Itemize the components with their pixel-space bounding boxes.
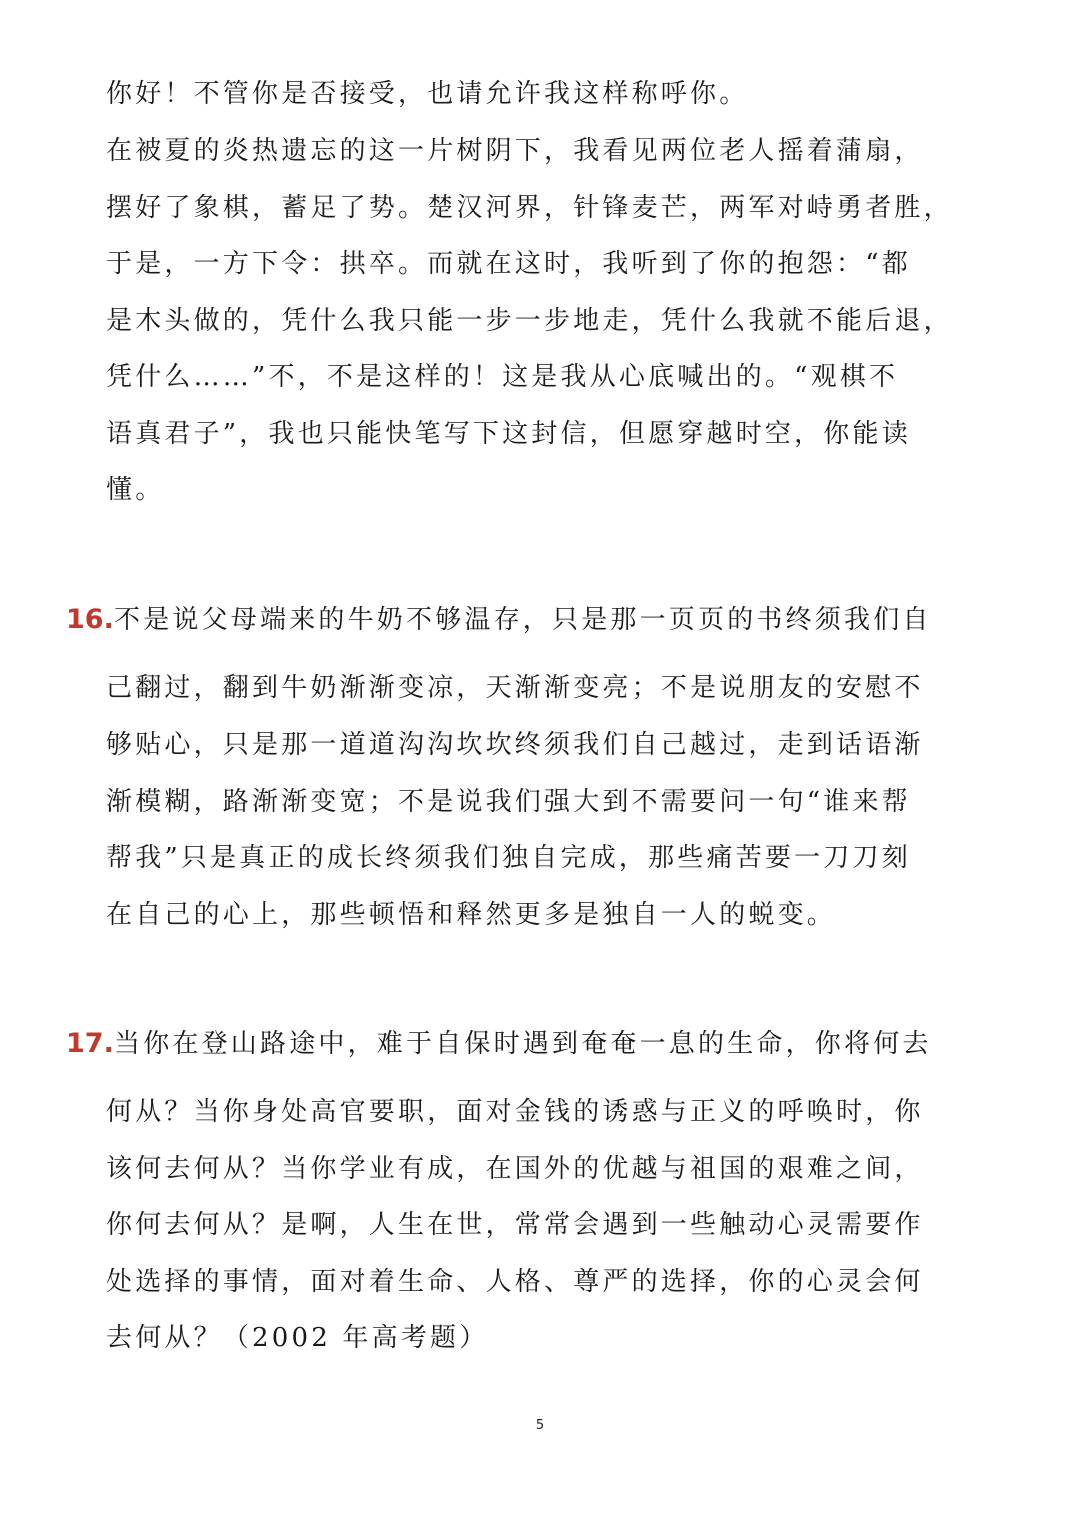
item-line: 你何去何从？是啊，人生在世，常常会遇到一些触动心灵需要作 — [106, 1210, 924, 1240]
intro-line: 凭什么……”不，不是这样的！这是我从心底喊出的。“观棋不 — [106, 362, 899, 392]
intro-line: 于是，一方下令：拱卒。而就在这时，我听到了你的抱怨：“都 — [106, 249, 911, 279]
item-line: 去何从？（2002 年高考题） — [106, 1323, 489, 1353]
item-number: 17. — [66, 1028, 114, 1059]
item-line: 渐模糊，路渐渐变宽；不是说我们强大到不需要问一句“谁来帮 — [106, 787, 911, 817]
intro-line: 语真君子”，我也只能快笔写下这封信，但愿穿越时空，你能读 — [106, 419, 911, 449]
item-line: 该何去何从？当你学业有成，在国外的优越与祖国的艰难之间， — [106, 1154, 924, 1184]
intro-line: 在被夏的炎热遗忘的这一片树阴下，我看见两位老人摇着蒲扇， — [106, 136, 924, 166]
intro-line: 懂。 — [106, 475, 165, 505]
item-number: 16. — [66, 604, 114, 635]
item-line: 当你在登山路途中，难于自保时遇到奄奄一息的生命，你将何去 — [114, 1029, 932, 1059]
item-line: 不是说父母端来的牛奶不够温存，只是那一页页的书终须我们自 — [114, 605, 932, 635]
item-line: 帮我”只是真正的成长终须我们独自完成，那些痛苦要一刀刀刻 — [106, 843, 911, 873]
item-line: 在自己的心上，那些顿悟和释然更多是独自一人的蜕变。 — [106, 900, 837, 930]
item-line: 够贴心，只是那一道道沟沟坎坎终须我们自己越过，走到话语渐 — [106, 730, 924, 760]
intro-line: 摆好了象棋，蓄足了势。楚汉河界，针锋麦芒，两军对峙勇者胜， — [106, 193, 953, 223]
item-line: 处选择的事情，面对着生命、人格、尊严的选择，你的心灵会何 — [106, 1267, 924, 1297]
intro-line: 你好！不管你是否接受，也请允许我这样称呼你。 — [106, 79, 749, 109]
item-line: 何从？当你身处高官要职，面对金钱的诱惑与正义的呼唤时，你 — [106, 1097, 924, 1127]
item-line: 己翻过，翻到牛奶渐渐变凉，天渐渐变亮；不是说朋友的安慰不 — [106, 673, 924, 703]
page-number: 5 — [535, 1418, 545, 1433]
intro-line: 是木头做的，凭什么我只能一步一步地走，凭什么我就不能后退， — [106, 306, 953, 336]
